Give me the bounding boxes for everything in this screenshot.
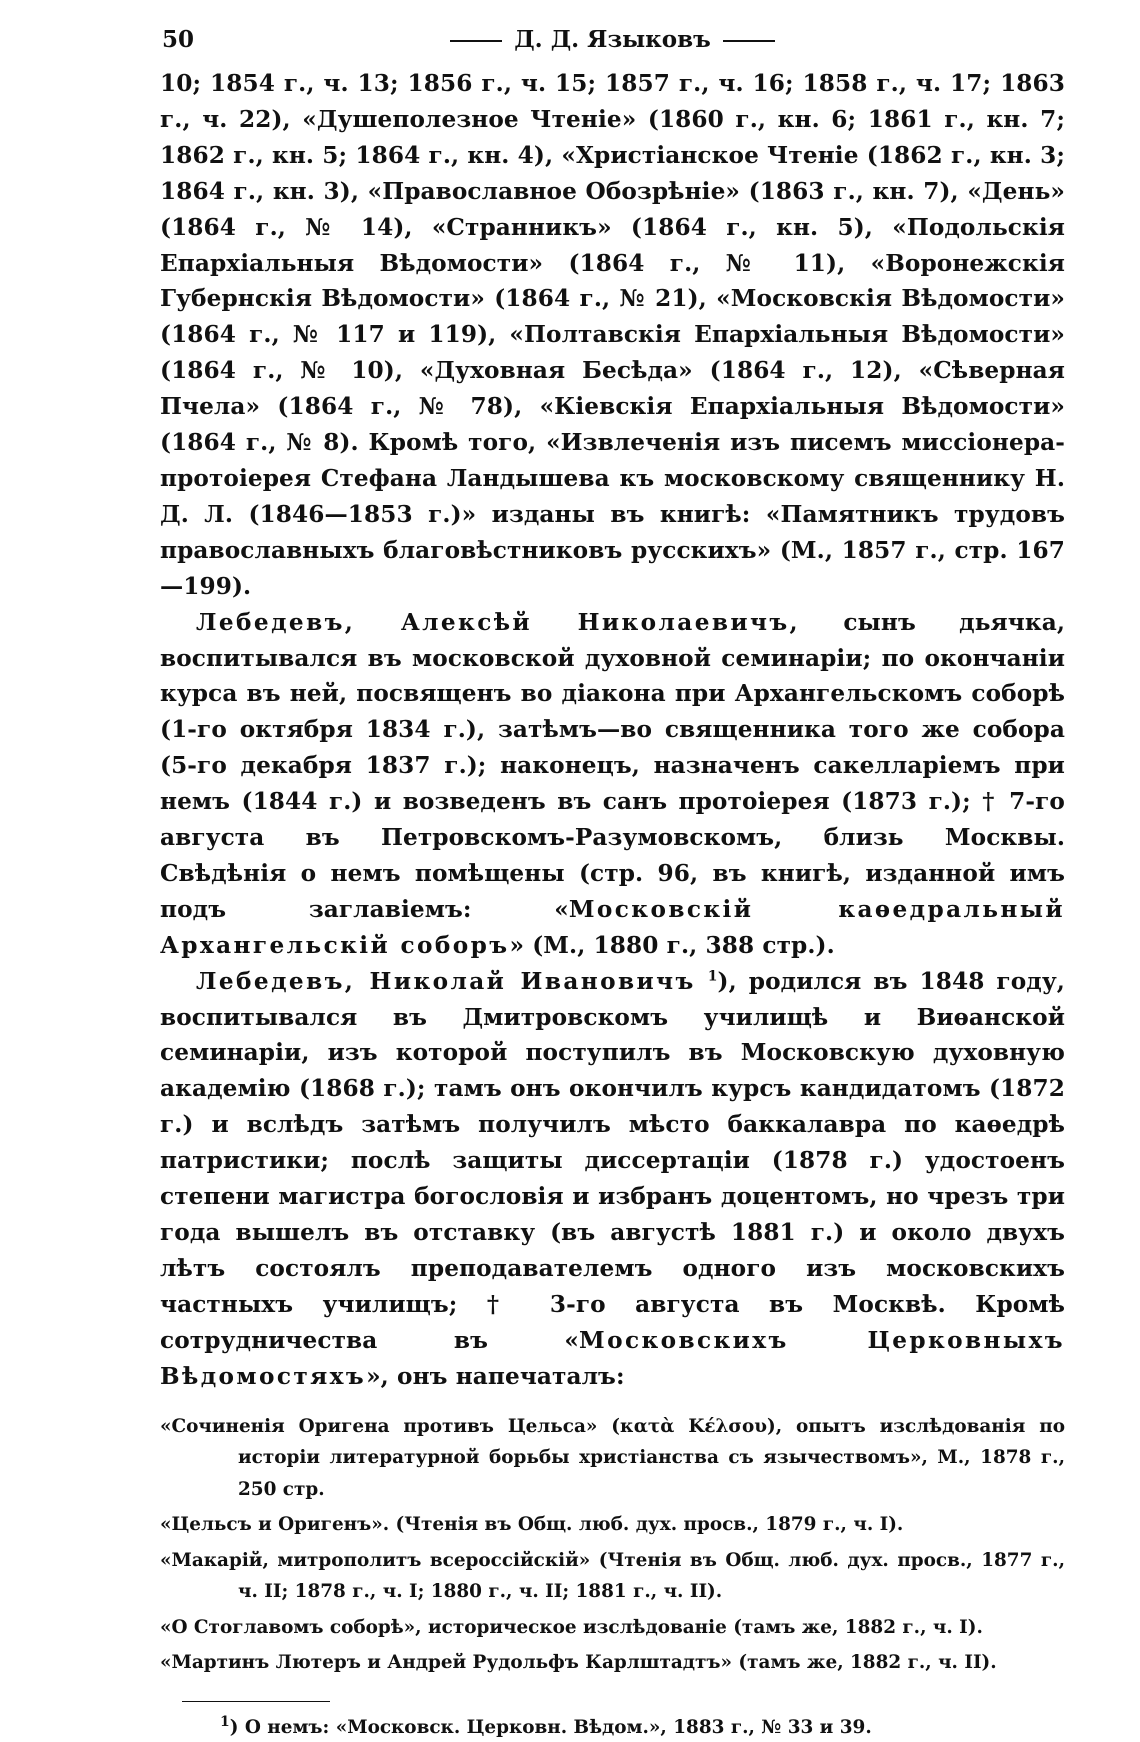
bibliography-list — [160, 1411, 1065, 1679]
journal-title: Московскихъ Церковныхъ Вѣдомостяхъ — [160, 1326, 1065, 1390]
running-title: Д. Д. Языковъ — [514, 26, 711, 53]
bibliography-item: «Цельсъ и Оригенъ». (Чтенія въ Общ. люб. дух. просв., 1879 г., ч. I). — [160, 1514, 904, 1536]
entry-text: сынъ дьячка, воспитывался въ московской духовной семинаріи; по окончаніи курса въ ней, посвященъ во діакона при Архангельскомъ соборѣ (1-го октября 1834 г.), затѣмъ—во священника того же собора (5-го декабря 1837 г.); наконецъ, назначенъ сакелларіемъ при немъ (1844 г.) и возведенъ въ санъ протоіерея (1873 г.); † 7-го августа въ Петровскомъ-Разумовскомъ, близь Москвы. Свѣдѣнія о немъ помѣщены (стр. 96, въ книгѣ, изданной имъ подъ заглавіемъ: « — [160, 608, 1065, 923]
entry-name: Лебедевъ, Алексѣй Николаевичъ, — [196, 608, 801, 636]
footnote — [160, 1714, 1065, 1742]
paragraph-lebedev-nikolai — [160, 964, 1065, 1395]
book-title: Московскій каѳедральный Архангельскій соборъ — [160, 895, 1066, 959]
page-header — [160, 22, 1065, 66]
header-dash-right — [723, 40, 775, 42]
entry-text: ), родился въ 1848 году, воспитывался въ Дмитровскомъ училищѣ и Виѳанской семинаріи, изъ которой поступилъ въ Московскую духовную академію (1868 г.); тамъ онъ окончилъ курсъ кандидатомъ (1872 г.) и вслѣдъ затѣмъ получилъ мѣсто баккалавра по каѳедрѣ патристики; послѣ защиты диссертаціи (1878 г.) удостоенъ степени магистра богословія и избранъ доцентомъ, но чрезъ три года вышелъ въ отставку (въ августѣ 1881 г.) и около двухъ лѣтъ состоялъ преподавателемъ одного изъ московскихъ частныхъ училищъ; † 3-го августа въ Москвѣ. Кромѣ сотрудничества въ « — [160, 967, 1065, 1354]
page — [160, 22, 1065, 1742]
paragraph-lebedev-aleksei — [160, 605, 1065, 964]
page-number: 50 — [162, 26, 195, 53]
entry-text-end: », онъ напечаталъ: — [366, 1362, 625, 1390]
footnote-divider — [182, 1701, 330, 1702]
bibliography-item: «Сочиненія Оригена противъ Цельса» (κατὰ Κέλσου), опытъ изслѣдованія по исторіи литературной борьбы христіанства съ язычествомъ», М., 1878 г., 250 стр. — [160, 1415, 1065, 1500]
bibliography-item: «О Стоглавомъ соборѣ», историческое изслѣдованіе (тамъ же, 1882 г., ч. I). — [160, 1616, 983, 1638]
footnote-text: ) О немъ: «Московск. Церковн. Вѣдом.», 1883 г., № 33 и 39. — [229, 1716, 872, 1738]
footnote-mark: 1 — [220, 1713, 230, 1730]
entry-text-end: » (М., 1880 г., 388 стр.). — [509, 931, 835, 959]
entry-name: Лебедевъ, Николай Ивановичъ — [196, 967, 696, 995]
bibliography-item: «Мартинъ Лютеръ и Андрей Рудольфъ Карлштадтъ» (тамъ же, 1882 г., ч. II). — [160, 1652, 997, 1674]
paragraph-1: 10; 1854 г., ч. 13; 1856 г., ч. 15; 1857 г., ч. 16; 1858 г., ч. 17; 1863 г., ч. 22), «Душеполезное Чтеніе» (1860 г., кн. 6; 1861 г., кн. 7; 1862 г., кн. 5; 1864 г., кн. 4), «Христіанское Чтеніе (1862 г., кн. 3; 1864 г., кн. 3), «Православное Обозрѣніе» (1863 г., кн. 7), «День» (1864 г., № 14), «Странникъ» (1864 г., кн. 5), «Подольскія Епархіальныя Вѣдомости» (1864 г., № 11), «Воронежскія Губернскія Вѣдомости» (1864 г., № 21), «Московскія Вѣдомости» (1864 г., № 117 и 119), «Полтавскія Епархіальныя Вѣдомости» (1864 г., № 10), «Духовная Бесѣда» (1864 г., 12), «Сѣверная Пчела» (1864 г., № 78), «Кіевскія Епархіальныя Вѣдомости» (1864 г., № 8). Кромѣ того, «Извлеченія изъ писемъ миссіонера-протоіерея Стефана Ландышева къ московскому священнику Н. Д. Л. (1846—1853 г.)» изданы въ книгѣ: «Памятникъ трудовъ православныхъ благовѣстниковъ русскихъ» (М., 1857 г., стр. 167—199). — [160, 70, 1065, 600]
running-head — [160, 26, 1065, 53]
header-dash-left — [450, 40, 502, 42]
footnote-ref[interactable]: 1 — [707, 967, 718, 984]
bibliography-item: «Макарій, митрополитъ всероссійскій» (Чтенія въ Общ. люб. дух. просв., 1877 г., ч. II; 1878 г., ч. I; 1880 г., ч. II; 1881 г., ч. II). — [160, 1549, 1065, 1603]
